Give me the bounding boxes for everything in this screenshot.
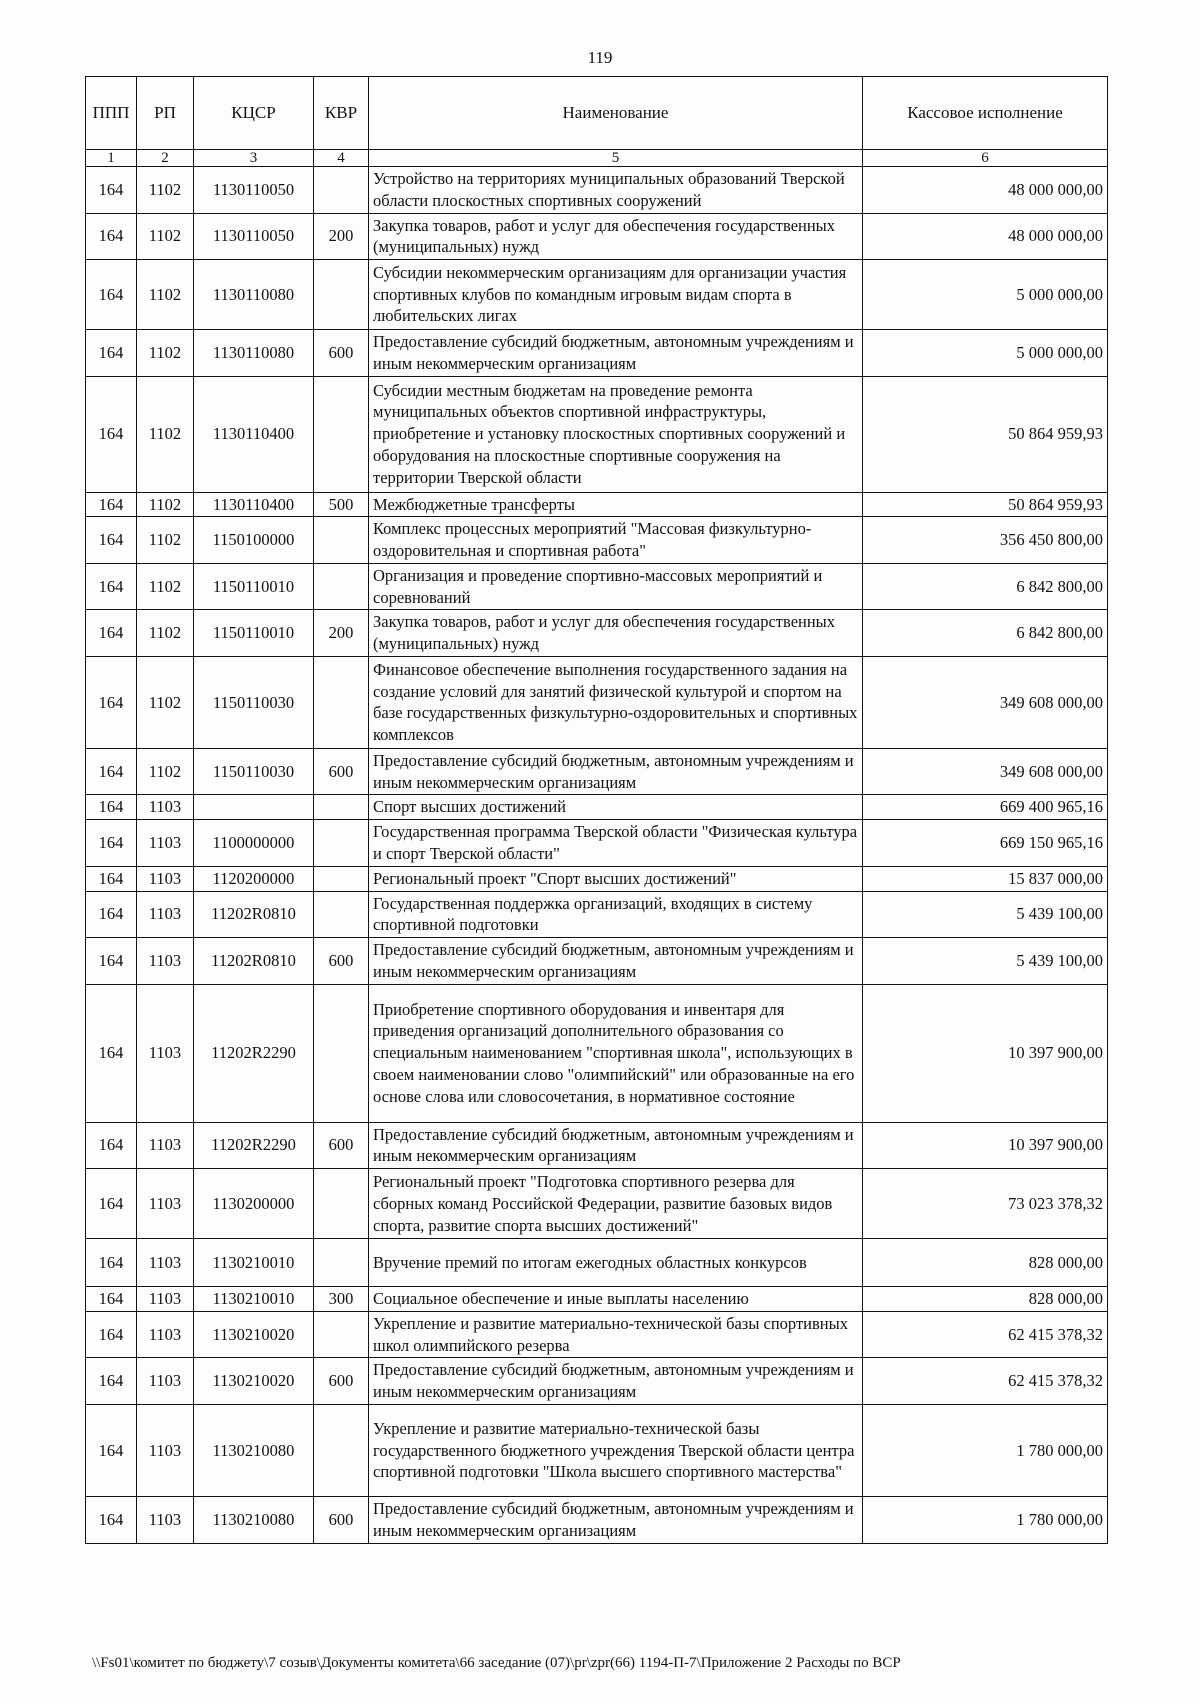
cell-amount: 5 000 000,00 [863,260,1108,330]
cell-amount: 62 415 378,32 [863,1358,1108,1405]
cell-amount: 48 000 000,00 [863,167,1108,214]
cell-kvr [314,866,369,891]
cell-ppp: 164 [86,1287,137,1312]
table-row [86,517,1108,564]
cell-ppp: 164 [86,1122,137,1169]
cell-kcsr: 1130110080 [194,330,314,377]
cell-rp: 1103 [137,938,194,985]
cell-kvr [314,517,369,564]
table-row [86,1239,1108,1287]
cell-kcsr: 1130210020 [194,1311,314,1358]
col-number: 4 [314,150,369,167]
col-header-amount: Кассовое исполнение [863,77,1108,150]
cell-ppp: 164 [86,517,137,564]
cell-ppp: 164 [86,1311,137,1358]
cell-name: Предоставление субсидий бюджетным, автономным учреждениям и иным некоммерческим организациям [369,748,863,795]
cell-rp: 1103 [137,820,194,867]
cell-ppp: 164 [86,795,137,820]
cell-rp: 1102 [137,213,194,260]
table-row [86,938,1108,985]
cell-rp: 1103 [137,891,194,938]
cell-kcsr: 11202R2290 [194,1122,314,1169]
table-row [86,1358,1108,1405]
cell-kvr: 600 [314,938,369,985]
cell-name: Финансовое обеспечение выполнения государственного задания на создание условий для занятий физической культурой и спортом на базе государственных физкультурно-оздоровительных и спортивных комплексов [369,656,863,748]
table-row [86,213,1108,260]
cell-amount: 669 400 965,16 [863,795,1108,820]
cell-kcsr: 11202R0810 [194,891,314,938]
cell-kcsr [194,795,314,820]
cell-name: Приобретение спортивного оборудования и инвентаря для приведения организаций дополнительного образования со специальным наименованием "спортивная школа", использующих в своем наименовании слово "олимпийский" или образованные на его основе слова или словосочетания, в нормативное состояние [369,984,863,1122]
table-row [86,748,1108,795]
cell-amount: 48 000 000,00 [863,213,1108,260]
table-row [86,1287,1108,1312]
cell-ppp: 164 [86,1358,137,1405]
col-header-kcsr: КЦСР [194,77,314,150]
col-number: 6 [863,150,1108,167]
col-header-ppp: ППП [86,77,137,150]
cell-ppp: 164 [86,167,137,214]
cell-kvr: 600 [314,1496,369,1543]
cell-rp: 1103 [137,1239,194,1287]
cell-kcsr: 1130110050 [194,167,314,214]
table-row [86,1496,1108,1543]
cell-amount: 356 450 800,00 [863,517,1108,564]
cell-kvr: 600 [314,748,369,795]
cell-amount: 5 439 100,00 [863,891,1108,938]
cell-name: Предоставление субсидий бюджетным, автономным учреждениям и иным некоммерческим организациям [369,1358,863,1405]
col-header-kvr: КВР [314,77,369,150]
cell-amount: 50 864 959,93 [863,376,1108,492]
cell-ppp: 164 [86,938,137,985]
cell-kcsr: 1150110010 [194,610,314,657]
expenditure-table [85,76,1108,1544]
cell-amount: 1 780 000,00 [863,1496,1108,1543]
footer-file-path: \\Fs01\комитет по бюджету\7 созыв\Документы комитета\66 заседание (07)\pr\zpr(66) 1194-П-7\Приложение 2 Расходы по ВСР [92,1655,901,1671]
table-row [86,820,1108,867]
cell-kcsr: 1130110050 [194,213,314,260]
cell-ppp: 164 [86,748,137,795]
cell-rp: 1103 [137,1358,194,1405]
cell-rp: 1103 [137,1404,194,1496]
cell-ppp: 164 [86,1239,137,1287]
cell-rp: 1103 [137,1311,194,1358]
table-row [86,167,1108,214]
cell-amount: 5 000 000,00 [863,330,1108,377]
page-number: 119 [587,48,613,67]
cell-amount: 6 842 800,00 [863,563,1108,610]
cell-name: Комплекс процессных мероприятий "Массовая физкультурно-оздоровительная и спортивная работа" [369,517,863,564]
cell-kvr: 200 [314,213,369,260]
cell-ppp: 164 [86,492,137,517]
table-row [86,563,1108,610]
col-header-name: Наименование [369,77,863,150]
cell-name: Региональный проект "Подготовка спортивного резерва для сборных команд Российской Федерации, развитие базовых видов спорта, развитие спорта высших достижений" [369,1169,863,1239]
table-row [86,492,1108,517]
cell-amount: 349 608 000,00 [863,656,1108,748]
cell-amount: 50 864 959,93 [863,492,1108,517]
cell-kvr: 600 [314,330,369,377]
cell-kcsr: 1130110400 [194,376,314,492]
cell-kvr: 600 [314,1122,369,1169]
cell-name: Межбюджетные трансферты [369,492,863,517]
column-number-row [86,150,1108,167]
table-row [86,866,1108,891]
cell-amount: 15 837 000,00 [863,866,1108,891]
cell-rp: 1102 [137,330,194,377]
table-row [86,656,1108,748]
cell-kvr: 300 [314,1287,369,1312]
col-number: 3 [194,150,314,167]
cell-ppp: 164 [86,213,137,260]
cell-amount: 5 439 100,00 [863,938,1108,985]
cell-kcsr: 1120200000 [194,866,314,891]
cell-amount: 73 023 378,32 [863,1169,1108,1239]
cell-kvr [314,1404,369,1496]
cell-kcsr: 1150110030 [194,656,314,748]
cell-kvr [314,376,369,492]
cell-kvr [314,891,369,938]
cell-kvr [314,820,369,867]
cell-kvr: 500 [314,492,369,517]
cell-rp: 1102 [137,517,194,564]
cell-kvr [314,656,369,748]
cell-amount: 10 397 900,00 [863,984,1108,1122]
cell-kvr [314,795,369,820]
cell-amount: 828 000,00 [863,1287,1108,1312]
cell-rp: 1102 [137,748,194,795]
cell-rp: 1103 [137,866,194,891]
cell-rp: 1103 [137,795,194,820]
cell-rp: 1102 [137,167,194,214]
cell-kcsr: 1130210080 [194,1496,314,1543]
cell-kcsr: 1100000000 [194,820,314,867]
table-row [86,795,1108,820]
cell-ppp: 164 [86,984,137,1122]
cell-name: Государственная программа Тверской области "Физическая культура и спорт Тверской области" [369,820,863,867]
table-row [86,376,1108,492]
cell-name: Субсидии некоммерческим организациям для организации участия спортивных клубов по командным игровым видам спорта в любительских лигах [369,260,863,330]
cell-name: Социальное обеспечение и иные выплаты населению [369,1287,863,1312]
table-row [86,891,1108,938]
cell-kvr [314,167,369,214]
cell-kcsr: 1130210010 [194,1239,314,1287]
header-row [86,77,1108,150]
cell-name: Устройство на территориях муниципальных образований Тверской области плоскостных спортивных сооружений [369,167,863,214]
cell-rp: 1102 [137,563,194,610]
cell-rp: 1102 [137,492,194,517]
cell-ppp: 164 [86,330,137,377]
table-row [86,1169,1108,1239]
cell-rp: 1103 [137,1169,194,1239]
cell-name: Предоставление субсидий бюджетным, автономным учреждениям и иным некоммерческим организациям [369,938,863,985]
cell-kvr [314,1311,369,1358]
cell-ppp: 164 [86,656,137,748]
cell-name: Предоставление субсидий бюджетным, автономным учреждениям и иным некоммерческим организациям [369,1122,863,1169]
cell-name: Укрепление и развитие материально-технической базы спортивных школ олимпийского резерва [369,1311,863,1358]
table-body [86,167,1108,1544]
cell-amount: 1 780 000,00 [863,1404,1108,1496]
cell-rp: 1103 [137,984,194,1122]
cell-kvr [314,1239,369,1287]
table-row [86,330,1108,377]
cell-ppp: 164 [86,820,137,867]
col-number: 5 [369,150,863,167]
col-number: 2 [137,150,194,167]
col-number: 1 [86,150,137,167]
cell-kvr: 200 [314,610,369,657]
cell-amount: 62 415 378,32 [863,1311,1108,1358]
cell-kcsr: 11202R0810 [194,938,314,985]
cell-name: Укрепление и развитие материально-технической базы государственного бюджетного учреждения Тверской области центра спортивной подготовки "Школа высшего спортивного мастерства" [369,1404,863,1496]
cell-rp: 1103 [137,1496,194,1543]
table-row [86,1122,1108,1169]
cell-ppp: 164 [86,1169,137,1239]
cell-ppp: 164 [86,376,137,492]
cell-name: Предоставление субсидий бюджетным, автономным учреждениям и иным некоммерческим организациям [369,330,863,377]
cell-ppp: 164 [86,866,137,891]
cell-kvr [314,1169,369,1239]
cell-rp: 1102 [137,376,194,492]
cell-amount: 10 397 900,00 [863,1122,1108,1169]
cell-kcsr: 1130200000 [194,1169,314,1239]
cell-name: Государственная поддержка организаций, входящих в систему спортивной подготовки [369,891,863,938]
cell-ppp: 164 [86,563,137,610]
cell-kcsr: 1130210080 [194,1404,314,1496]
cell-name: Закупка товаров, работ и услуг для обеспечения государственных (муниципальных) нужд [369,213,863,260]
cell-rp: 1102 [137,656,194,748]
table-row [86,610,1108,657]
cell-kcsr: 1130110400 [194,492,314,517]
cell-ppp: 164 [86,260,137,330]
cell-kvr: 600 [314,1358,369,1405]
cell-name: Субсидии местным бюджетам на проведение ремонта муниципальных объектов спортивной инфраструктуры, приобретение и установку плоскостных спортивных сооружений и оборудования на плоскостные спортивные сооружения на территории Тверской области [369,376,863,492]
col-header-rp: РП [137,77,194,150]
cell-name: Региональный проект "Спорт высших достижений" [369,866,863,891]
cell-rp: 1103 [137,1122,194,1169]
table-row [86,1311,1108,1358]
cell-kvr [314,984,369,1122]
cell-kcsr: 1130110080 [194,260,314,330]
cell-kcsr: 1130210020 [194,1358,314,1405]
table-row [86,260,1108,330]
cell-rp: 1102 [137,260,194,330]
cell-rp: 1103 [137,1287,194,1312]
cell-name: Вручение премий по итогам ежегодных областных конкурсов [369,1239,863,1287]
cell-rp: 1102 [137,610,194,657]
cell-amount: 669 150 965,16 [863,820,1108,867]
cell-name: Закупка товаров, работ и услуг для обеспечения государственных (муниципальных) нужд [369,610,863,657]
cell-kcsr: 11202R2290 [194,984,314,1122]
cell-kcsr: 1150110030 [194,748,314,795]
cell-ppp: 164 [86,891,137,938]
table-row [86,984,1108,1122]
cell-ppp: 164 [86,610,137,657]
cell-amount: 349 608 000,00 [863,748,1108,795]
cell-name: Организация и проведение спортивно-массовых мероприятий и соревнований [369,563,863,610]
cell-name: Предоставление субсидий бюджетным, автономным учреждениям и иным некоммерческим организациям [369,1496,863,1543]
cell-kcsr: 1150100000 [194,517,314,564]
cell-ppp: 164 [86,1404,137,1496]
cell-name: Спорт высших достижений [369,795,863,820]
cell-amount: 828 000,00 [863,1239,1108,1287]
cell-amount: 6 842 800,00 [863,610,1108,657]
cell-kvr [314,563,369,610]
cell-kcsr: 1150110010 [194,563,314,610]
table-row [86,1404,1108,1496]
cell-kvr [314,260,369,330]
cell-ppp: 164 [86,1496,137,1543]
cell-kcsr: 1130210010 [194,1287,314,1312]
